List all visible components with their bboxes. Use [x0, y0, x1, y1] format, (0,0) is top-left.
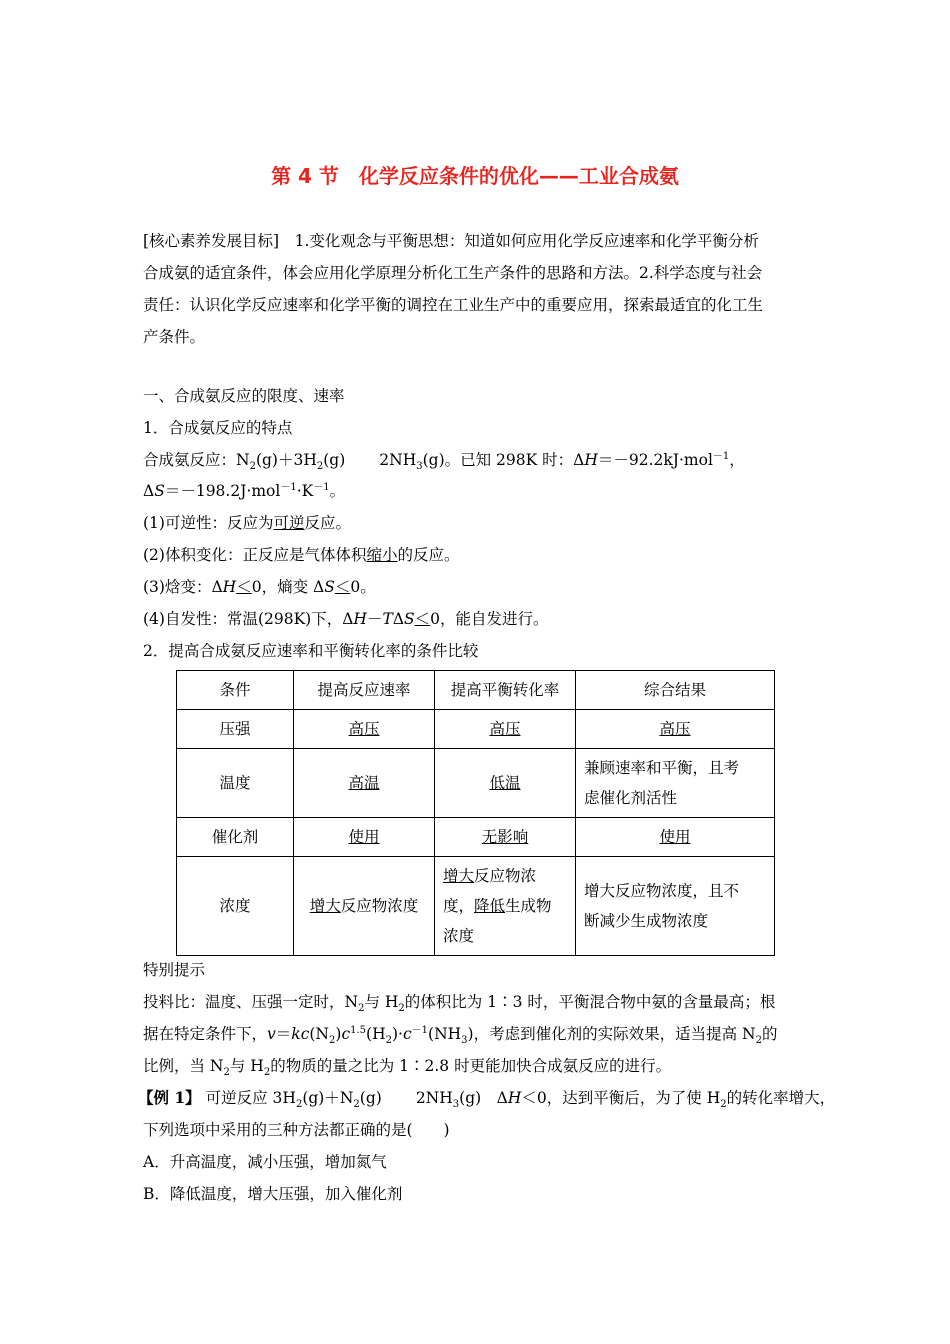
ds-value: ＝－198.2J·mol	[164, 482, 281, 500]
table-cell: 压强	[177, 710, 294, 749]
table-cell: 低温	[489, 774, 521, 792]
option-b: B．降低温度，增大压强，加入催化剂	[143, 1185, 403, 1203]
answer-reversible: 可逆	[273, 514, 305, 532]
tip-line-2: 据在特定条件下，$v=kc(N_2)c^{1.5}(H_2)\cdot c^{-1}(NH_3)$，考虑到催化剂的实际效果，适当提高 $N_2$的	[143, 1024, 778, 1047]
point-volume: (2)体积变化：正反应是气体体积缩小的反应。	[143, 546, 460, 564]
table-cell: 高压	[489, 720, 521, 738]
table-cell: 高温	[348, 774, 380, 792]
point-reversibility: (1)可逆性：反应为可逆反应。	[143, 514, 351, 532]
table-cell: 浓度	[177, 857, 294, 956]
table-cell: 增大反应物浓 度，降低生成物 浓度	[435, 857, 576, 956]
table-cell: 催化剂	[177, 818, 294, 857]
example-line-2: 下列选项中采用的三种方法都正确的是( )	[143, 1121, 450, 1139]
table-cell: 增大反应物浓度，且不 断减少生成物浓度	[576, 857, 775, 956]
table-cell: 高压	[659, 720, 691, 738]
example-tag: 【例 1】	[138, 1088, 201, 1107]
tip-line-3: 比例，当 $N_2$与 $H_2$的物质的量之比为 1∶2.8 时更能加快合成氨反应的进行。	[143, 1057, 672, 1079]
table-header-row	[177, 671, 775, 710]
table-row	[177, 857, 775, 956]
table-cell: 温度	[177, 749, 294, 818]
reaction-line: 合成氨反应：$N_2(g)+3H_2(g)$ $2NH_3(g)$。已知 298K 时：ΔH＝－92.2kJ·mol$^{-1}$，	[143, 450, 745, 473]
entropy-line: $\Delta S=-198.2J\cdot mol^{-1}\cdot K^{-1}$。	[143, 481, 346, 500]
goals-line-2: 合成氨的适宜条件，体会应用化学原理分析化工生产条件的思路和方法。2.科学态度与社会	[143, 264, 763, 282]
known-298: 。已知 298K 时：Δ	[444, 451, 585, 469]
reaction-label: 合成氨反应：	[143, 451, 237, 469]
tip-title: 特别提示	[143, 961, 206, 979]
example-line-1: 【例 1】 可逆反应 $3H_2(g)+N_2(g)$ $2NH_3(g)$ ΔH＜0，达到平衡后，为了使 $H_2$的转化率增大，	[138, 1088, 836, 1111]
goals-line-1: [核心素养发展目标] 1.变化观念与平衡思想：知道如何应用化学反应速率和化学平衡分析	[143, 232, 759, 250]
table-header: 条件	[177, 671, 294, 710]
dh-value: ＝－92.2kJ·mol	[597, 451, 713, 469]
table-row	[177, 710, 775, 749]
goals-line-4: 产条件。	[143, 328, 206, 346]
table-cell: 兼顾速率和平衡，且考 虑催化剂活性	[576, 749, 775, 818]
table-cell: 高压	[348, 720, 380, 738]
answer-shrink: 缩小	[366, 546, 398, 564]
condition-table	[176, 670, 775, 956]
table-cell: 使用	[348, 828, 380, 846]
table-row	[177, 749, 775, 818]
table-cell: 无影响	[481, 828, 529, 846]
table-cell: 增大反应物浓度	[294, 857, 435, 956]
table-header: 综合结果	[576, 671, 775, 710]
table-header: 提高反应速率	[294, 671, 435, 710]
subheading-2: 2．提高合成氨反应速率和平衡转化率的条件比较	[143, 642, 479, 660]
subheading-1: 1．合成氨反应的特点	[143, 419, 293, 437]
goals-line-3: 责任：认识化学反应速率和化学平衡的调控在工业生产中的重要应用，探索最适宜的化工生	[143, 296, 764, 314]
page-title: 第 4 节 化学反应条件的优化——工业合成氨	[271, 164, 679, 188]
point-enthalpy: (3)焓变：ΔH＜0，熵变 ΔS＜0。	[143, 578, 376, 596]
table-cell: 使用	[659, 828, 691, 846]
table-header: 提高平衡转化率	[435, 671, 576, 710]
option-a: A．升高温度，减小压强，增加氮气	[143, 1153, 387, 1171]
tip-line-1: 投料比：温度、压强一定时，$N_2$与 $H_2$的体积比为 1∶3 时，平衡混合物中氨的含量最高；根	[143, 993, 776, 1015]
section-heading-1: 一、合成氨反应的限度、速率	[143, 387, 345, 405]
table-row	[177, 818, 775, 857]
point-spontaneity: (4)自发性：常温(298K)下，ΔH－TΔS＜0，能自发进行。	[143, 610, 549, 628]
